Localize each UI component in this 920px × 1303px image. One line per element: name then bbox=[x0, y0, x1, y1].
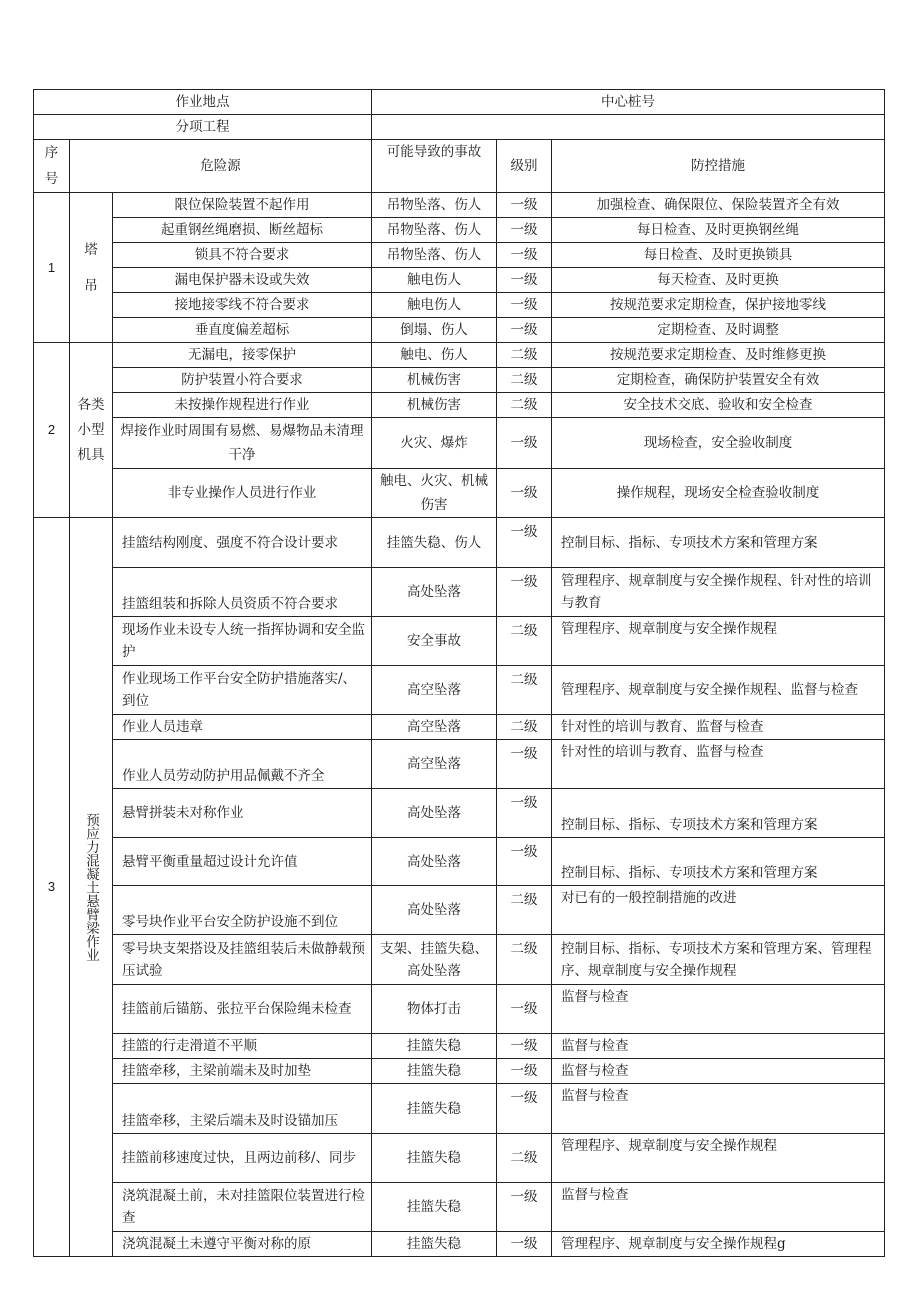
hazard-cell: 挂篮组装和拆除人员资质不符合要求 bbox=[113, 568, 372, 617]
location-label: 作业地点 bbox=[34, 90, 372, 115]
accident-cell: 支架、挂篮失稳、高处坠落 bbox=[372, 935, 497, 985]
hazard-cell: 悬臂拼装未对称作业 bbox=[113, 789, 372, 838]
accident-cell: 机械伤害 bbox=[372, 368, 497, 393]
level-cell: 一级 bbox=[497, 1232, 552, 1257]
table-row bbox=[34, 935, 885, 985]
table-row bbox=[34, 218, 885, 243]
control-cell: 管理程序、规章制度与安全操作规程g bbox=[552, 1232, 885, 1257]
table-row bbox=[34, 193, 885, 218]
control-cell: 控制目标、指标、专项技术方案和管理方案 bbox=[552, 838, 885, 886]
hazard-cell: 接地接零线不符合要求 bbox=[113, 293, 372, 318]
control-cell: 按规范要求定期检查，保护接地零线 bbox=[552, 293, 885, 318]
control-cell: 每天检查、及时更换 bbox=[552, 268, 885, 293]
hazard-cell: 漏电保护器未设或失效 bbox=[113, 268, 372, 293]
hazard-cell: 挂篮的行走滑道不平顺 bbox=[113, 1034, 372, 1059]
group-seq: 1 bbox=[34, 193, 70, 343]
hazard-cell: 作业人员劳动防护用品佩戴不齐全 bbox=[113, 740, 372, 789]
hazard-cell: 锁具不符合要求 bbox=[113, 243, 372, 268]
table-row bbox=[34, 293, 885, 318]
table-row bbox=[34, 715, 885, 740]
table-row bbox=[34, 343, 885, 368]
level-cell: 一级 bbox=[497, 293, 552, 318]
table-row bbox=[34, 1134, 885, 1183]
control-cell: 每日检查、及时更换锁具 bbox=[552, 243, 885, 268]
accident-cell: 挂篮失稳 bbox=[372, 1059, 497, 1084]
control-cell: 监督与检查 bbox=[552, 1084, 885, 1134]
control-cell: 监督与检查 bbox=[552, 1034, 885, 1059]
level-cell: 一级 bbox=[497, 1084, 552, 1134]
accident-cell: 吊物坠落、伤人 bbox=[372, 243, 497, 268]
col-accident: 可能导致的事故 bbox=[372, 140, 497, 193]
hazard-cell: 浇筑混凝土前，未对挂篮限位装置进行检查 bbox=[113, 1183, 372, 1232]
table-row bbox=[34, 393, 885, 418]
header-row-project bbox=[34, 115, 885, 140]
hazard-cell: 未按操作规程进行作业 bbox=[113, 393, 372, 418]
level-cell: 二级 bbox=[497, 343, 552, 368]
level-cell: 二级 bbox=[497, 715, 552, 740]
hazard-cell: 挂篮牵移，主梁前端未及时加垫 bbox=[113, 1059, 372, 1084]
accident-cell: 触电伤人 bbox=[372, 293, 497, 318]
control-cell: 控制目标、指标、专项技术方案和管理方案 bbox=[552, 518, 885, 568]
accident-cell: 物体打击 bbox=[372, 985, 497, 1034]
col-seq: 序号 bbox=[44, 145, 59, 187]
level-cell: 一级 bbox=[497, 469, 552, 518]
group-seq: 2 bbox=[34, 343, 70, 518]
control-cell: 对已有的一般控制措施的改进 bbox=[552, 886, 885, 935]
accident-cell: 机械伤害 bbox=[372, 393, 497, 418]
table-row bbox=[34, 985, 885, 1034]
table-row bbox=[34, 318, 885, 343]
accident-cell: 高处坠落 bbox=[372, 789, 497, 838]
control-cell: 监督与检查 bbox=[552, 1059, 885, 1084]
table-row bbox=[34, 243, 885, 268]
level-cell: 一级 bbox=[497, 318, 552, 343]
control-cell: 控制目标、指标、专项技术方案和管理方案 bbox=[552, 789, 885, 838]
level-cell: 一级 bbox=[497, 838, 552, 886]
table-row bbox=[34, 268, 885, 293]
control-cell: 管理程序、规章制度与安全操作规程 bbox=[552, 1134, 885, 1183]
control-cell: 现场检查，安全验收制度 bbox=[552, 418, 885, 469]
table-row bbox=[34, 1183, 885, 1232]
accident-cell: 触电、伤人 bbox=[372, 343, 497, 368]
table-row bbox=[34, 418, 885, 469]
table-row bbox=[34, 1034, 885, 1059]
control-cell: 针对性的培训与教育、监督与检查 bbox=[552, 715, 885, 740]
level-cell: 一级 bbox=[497, 243, 552, 268]
project-label: 分项工程 bbox=[34, 115, 372, 140]
table-row bbox=[34, 368, 885, 393]
level-cell: 二级 bbox=[497, 935, 552, 985]
level-cell: 一级 bbox=[497, 418, 552, 469]
hazard-cell: 起重钢丝绳磨损、断丝超标 bbox=[113, 218, 372, 243]
accident-cell: 触电伤人 bbox=[372, 268, 497, 293]
control-cell: 监督与检查 bbox=[552, 1183, 885, 1232]
hazard-table bbox=[33, 89, 885, 1257]
control-cell: 控制目标、指标、专项技术方案和管理方案、管理程序、规章制度与安全操作规程 bbox=[552, 935, 885, 985]
control-cell: 加强检查、确保限位、保险装置齐全有效 bbox=[552, 193, 885, 218]
col-hazard: 危险源 bbox=[70, 140, 372, 193]
hazard-cell: 限位保险装置不起作用 bbox=[113, 193, 372, 218]
accident-cell: 高处坠落 bbox=[372, 886, 497, 935]
control-cell: 监督与检查 bbox=[552, 985, 885, 1034]
accident-cell: 挂篮失稳、伤人 bbox=[372, 518, 497, 568]
hazard-cell: 焊接作业时周围有易燃、易爆物品未清理干净 bbox=[113, 418, 372, 469]
column-header-row bbox=[34, 140, 885, 193]
table-row bbox=[34, 1084, 885, 1134]
hazard-cell: 作业现场工作平台安全防护措施落实/、到位 bbox=[113, 666, 372, 715]
accident-cell: 触电、火灾、机械伤害 bbox=[372, 469, 497, 518]
table-row bbox=[34, 1232, 885, 1257]
table-row bbox=[34, 838, 885, 886]
accident-cell: 高处坠落 bbox=[372, 568, 497, 617]
accident-cell: 倒塌、伤人 bbox=[372, 318, 497, 343]
accident-cell: 吊物坠落、伤人 bbox=[372, 218, 497, 243]
control-cell: 管理程序、规章制度与安全操作规程、针对性的培训与教育 bbox=[552, 568, 885, 617]
level-cell: 二级 bbox=[497, 393, 552, 418]
group-category: 塔吊 bbox=[84, 241, 98, 294]
hazard-cell: 挂篮前后锚筋、张拉平台保险绳未检查 bbox=[113, 985, 372, 1034]
table-row bbox=[34, 740, 885, 789]
accident-cell: 高空坠落 bbox=[372, 666, 497, 715]
hazard-cell: 垂直度偏差超标 bbox=[113, 318, 372, 343]
header-row-location bbox=[34, 90, 885, 115]
hazard-cell: 现场作业未设专人统一指挥协调和安全监护 bbox=[113, 617, 372, 666]
hazard-cell: 挂篮牵移，主梁后端未及时设锚加压 bbox=[113, 1084, 372, 1134]
project-value bbox=[372, 115, 885, 140]
accident-cell: 吊物坠落、伤人 bbox=[372, 193, 497, 218]
hazard-cell: 悬臂平衡重量超过设计允许值 bbox=[113, 838, 372, 886]
group-category: 预应力混凝土悬臂梁作业 bbox=[83, 812, 99, 962]
accident-cell: 挂篮失稳 bbox=[372, 1034, 497, 1059]
hazard-cell: 挂篮前移速度过快，且两边前移/、同步 bbox=[113, 1134, 372, 1183]
control-cell: 每日检查、及时更换钢丝绳 bbox=[552, 218, 885, 243]
col-control: 防控措施 bbox=[552, 140, 885, 193]
table-row bbox=[34, 789, 885, 838]
level-cell: 一级 bbox=[497, 268, 552, 293]
hazard-cell: 浇筑混凝土未遵守平衡对称的原 bbox=[113, 1232, 372, 1257]
control-cell: 安全技术交底、验收和安全检查 bbox=[552, 393, 885, 418]
hazard-cell: 防护装置小符合要求 bbox=[113, 368, 372, 393]
accident-cell: 挂篮失稳 bbox=[372, 1232, 497, 1257]
hazard-cell: 非专业操作人员进行作业 bbox=[113, 469, 372, 518]
hazard-cell: 挂篮结构刚度、强度不符合设计要求 bbox=[113, 518, 372, 568]
table-row bbox=[34, 469, 885, 518]
control-cell: 管理程序、规章制度与安全操作规程、监督与检查 bbox=[552, 666, 885, 715]
level-cell: 一级 bbox=[497, 1059, 552, 1084]
hazard-cell: 无漏电，接零保护 bbox=[113, 343, 372, 368]
table-row bbox=[34, 886, 885, 935]
stake-label: 中心桩号 bbox=[372, 90, 885, 115]
table-row bbox=[34, 568, 885, 617]
level-cell: 一级 bbox=[497, 985, 552, 1034]
accident-cell: 高处坠落 bbox=[372, 838, 497, 886]
table-row bbox=[34, 617, 885, 666]
hazard-cell: 作业人员违章 bbox=[113, 715, 372, 740]
accident-cell: 挂篮失稳 bbox=[372, 1134, 497, 1183]
level-cell: 二级 bbox=[497, 617, 552, 666]
col-level: 级别 bbox=[497, 140, 552, 193]
level-cell: 一级 bbox=[497, 518, 552, 568]
accident-cell: 挂篮失稳 bbox=[372, 1084, 497, 1134]
accident-cell: 挂篮失稳 bbox=[372, 1183, 497, 1232]
level-cell: 二级 bbox=[497, 1134, 552, 1183]
level-cell: 一级 bbox=[497, 740, 552, 789]
level-cell: 一级 bbox=[497, 789, 552, 838]
hazard-cell: 零号块支架搭设及挂篮组装后未做静载预压试验 bbox=[113, 935, 372, 985]
accident-cell: 高空坠落 bbox=[372, 715, 497, 740]
level-cell: 一级 bbox=[497, 193, 552, 218]
control-cell: 操作规程，现场安全检查验收制度 bbox=[552, 469, 885, 518]
control-cell: 定期检查、及时调整 bbox=[552, 318, 885, 343]
level-cell: 一级 bbox=[497, 568, 552, 617]
group-seq: 3 bbox=[34, 518, 70, 1257]
control-cell: 定期检查，确保防护装置安全有效 bbox=[552, 368, 885, 393]
level-cell: 一级 bbox=[497, 1183, 552, 1232]
accident-cell: 高空坠落 bbox=[372, 740, 497, 789]
hazard-cell: 零号块作业平台安全防护设施不到位 bbox=[113, 886, 372, 935]
accident-cell: 火灾、爆炸 bbox=[372, 418, 497, 469]
table-row bbox=[34, 666, 885, 715]
level-cell: 二级 bbox=[497, 368, 552, 393]
level-cell: 二级 bbox=[497, 666, 552, 715]
table-row bbox=[34, 518, 885, 568]
control-cell: 按规范要求定期检查、及时维修更换 bbox=[552, 343, 885, 368]
level-cell: 一级 bbox=[497, 1034, 552, 1059]
level-cell: 二级 bbox=[497, 886, 552, 935]
level-cell: 一级 bbox=[497, 218, 552, 243]
control-cell: 针对性的培训与教育、监督与检查 bbox=[552, 740, 885, 789]
control-cell: 管理程序、规章制度与安全操作规程 bbox=[552, 617, 885, 666]
group-category: 各类小型机具 bbox=[77, 396, 105, 463]
table-row bbox=[34, 1059, 885, 1084]
accident-cell: 安全事故 bbox=[372, 617, 497, 666]
